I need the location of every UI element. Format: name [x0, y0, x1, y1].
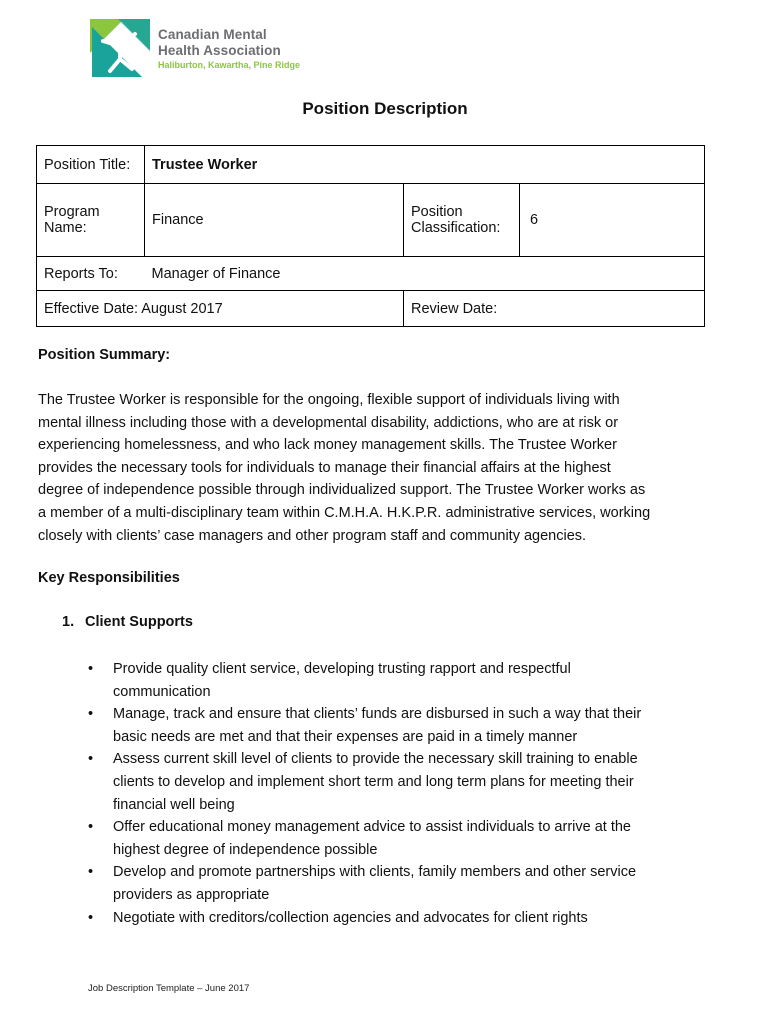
- list-item: [62, 907, 682, 930]
- list-item-line: Negotiate with creditors/collection agencies and advocates for client rights: [113, 909, 588, 926]
- list-item-line: communication: [113, 683, 211, 700]
- program-name-value: Finance: [145, 184, 404, 257]
- page-footer: Job Description Template – June 2017: [88, 983, 250, 994]
- cmha-logo: [90, 19, 320, 81]
- bullet-icon: •: [88, 661, 94, 677]
- position-classification-value: 6: [520, 184, 705, 257]
- summary-line: a member of a multi-disciplinary team within C.M.H.A. H.K.P.R. administrative services, working: [38, 504, 651, 521]
- effective-date: Effective Date: August 2017: [37, 291, 404, 327]
- classification-label-line2: Classification:: [411, 220, 501, 236]
- org-name-line2: Health Association: [158, 43, 281, 58]
- list-item-line: Offer educational money management advice to assist individuals to arrive at the: [113, 819, 631, 836]
- reports-to-label: Reports To:: [37, 257, 145, 291]
- org-name-line1: Canadian Mental: [158, 27, 267, 42]
- bullet-icon: •: [88, 751, 94, 768]
- classification-label-line1: Position: [411, 204, 463, 220]
- position-summary-text: [38, 389, 718, 547]
- list-item: [62, 816, 682, 861]
- summary-line: provides the necessary tools for individuals to manage their financial affairs at the highest: [38, 459, 611, 476]
- program-label-line1: Program: [44, 204, 100, 220]
- table-row: [37, 146, 705, 184]
- table-row: [37, 257, 705, 291]
- bullet-icon: •: [88, 706, 94, 723]
- position-title-label: Position Title:: [37, 146, 145, 184]
- key-responsibilities-heading: Key Responsibilities: [38, 570, 180, 586]
- client-supports-list: [62, 658, 682, 929]
- program-name-label: [37, 184, 145, 257]
- client-supports-heading: [62, 614, 193, 630]
- bullet-icon: •: [88, 819, 94, 836]
- position-classification-label: [404, 184, 520, 257]
- bullet-icon: •: [88, 909, 94, 926]
- summary-line: experiencing homelessness, and who lack money management skills. The Trustee Worker: [38, 437, 617, 454]
- section-title: Client Supports: [85, 614, 193, 630]
- reports-to-value: Manager of Finance: [145, 257, 705, 291]
- summary-line: mental illness including those with a developmental disability, addictions, who are at risk or: [38, 414, 619, 431]
- list-item-line: highest degree of independence possible: [113, 841, 378, 858]
- list-item-line: Assess current skill level of clients to provide the necessary skill training to enable: [113, 751, 638, 768]
- list-item-line: Manage, track and ensure that clients’ funds are disbursed in such a way that their: [113, 706, 642, 723]
- summary-line: closely with clients’ case managers and other program staff and community agencies.: [38, 527, 587, 544]
- position-info-table: [36, 145, 705, 327]
- summary-line: The Trustee Worker is responsible for the ongoing, flexible support of individuals living with: [38, 392, 620, 408]
- list-item-line: Provide quality client service, developing trusting rapport and respectful: [113, 661, 571, 677]
- list-item-line: financial well being: [113, 796, 235, 813]
- page-title: Position Description: [302, 99, 468, 118]
- table-row: [37, 291, 705, 327]
- org-region: Haliburton, Kawartha, Pine Ridge: [158, 60, 301, 70]
- list-item: [62, 861, 682, 906]
- list-item-line: providers as appropriate: [113, 886, 270, 903]
- list-item-line: clients to develop and implement short term and long term plans for meeting their: [113, 773, 634, 790]
- list-item: [62, 658, 682, 703]
- program-label-line2: Name:: [44, 220, 87, 236]
- review-date: Review Date:: [404, 291, 705, 327]
- section-number: 1.: [62, 614, 75, 630]
- list-item: [62, 748, 682, 816]
- list-item-line: Develop and promote partnerships with clients, family members and other service: [113, 864, 637, 881]
- position-title-value: Trustee Worker: [145, 146, 705, 184]
- cmha-figure-logo-icon: [90, 19, 150, 79]
- list-item-line: basic needs are met and that their expenses are paid in a timely manner: [113, 728, 578, 745]
- bullet-icon: •: [88, 864, 94, 881]
- table-row: [37, 184, 705, 257]
- list-item: [62, 703, 682, 748]
- summary-line: degree of independence possible through individualized support. The Trustee Worker works as: [38, 482, 646, 499]
- position-summary-heading: Position Summary:: [38, 347, 171, 363]
